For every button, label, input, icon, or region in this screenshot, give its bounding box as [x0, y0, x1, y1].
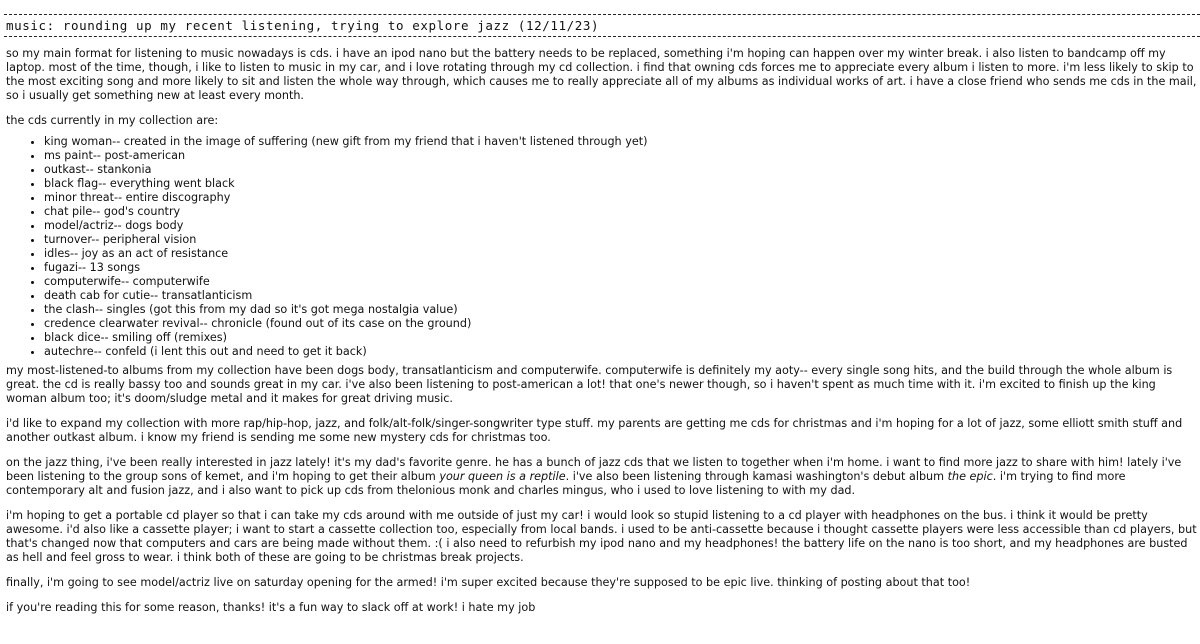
album-title: your queen is a reptile [439, 470, 566, 483]
list-item: • minor threat-- entire discography [44, 191, 1198, 205]
list-item: • credence clearwater revival-- chronicle (found out of its case on the ground) [44, 317, 1198, 331]
finally-paragraph: finally, i'm going to see model/actriz live on saturday opening for the armed! i'm super excited because they're supposed to be epic live. thinking of posting about that too! [6, 576, 971, 589]
collection-heading: the cds currently in my collection are: [6, 114, 219, 127]
cd-collection-list [6, 135, 1198, 359]
intro-paragraph: so my main format for listening to music nowadays is cds. i have an ipod nano but the battery needs to be replaced, something i'm hoping can happen over my winter break. i also listen to bandcamp off my laptop. most of the time, though, i like to listen to music in my car, and i love rotating through my cd collection. i find that owning cds forces me to appreciate every album i listen to more. i'm less likely to skip to the most exciting song and more likely to sit and listen the whole way through, which causes me to really appreciate all of my albums as individual works of art. i have a close friend who sends me cds in the mail, so i usually get something new at least every month. [6, 47, 1197, 102]
list-item: • king woman-- created in the image of suffering (new gift from my friend that i haven't listened through yet) [44, 135, 1198, 149]
post-body [4, 37, 1200, 615]
post-title: music: rounding up my recent listening, trying to explore jazz (12/11/23) [4, 14, 1200, 37]
list-item: • the clash-- singles (got this from my dad so it's got mega nostalgia value) [44, 303, 1198, 317]
list-item: • fugazi-- 13 songs [44, 261, 1198, 275]
list-item: • chat pile-- god's country [44, 205, 1198, 219]
list-item: • black flag-- everything went black [44, 177, 1198, 191]
jazz-text: . i've also been listening through kamasi washington's debut album [565, 470, 948, 483]
list-item: • turnover-- peripheral vision [44, 233, 1198, 247]
jazz-text: . i'm trying to find more contemporary alt and fusion jazz, and i also want to pick up cds from thelonious monk and charles mingus, who i used to love listening to with my dad. [6, 470, 1126, 497]
list-item: • black dice-- smiling off (remixes) [44, 331, 1198, 345]
list-item: • computerwife-- computerwife [44, 275, 1198, 289]
list-item: • outkast-- stankonia [44, 163, 1198, 177]
album-title: the epic [947, 470, 993, 483]
list-item: • idles-- joy as an act of resistance [44, 247, 1198, 261]
expand-paragraph: i'd like to expand my collection with more rap/hip-hop, jazz, and folk/alt-folk/singer-songwriter type stuff. my parents are getting me cds for christmas and i'm hoping for a lot of jazz, some elliott smith stuff and another outkast album. i know my friend is sending me some new mystery cds for christmas too. [6, 417, 1183, 444]
list-item: • autechre-- confeld (i lent this out and need to get it back) [44, 345, 1198, 359]
list-item: • ms paint-- post-american [44, 149, 1198, 163]
closing-paragraph: if you're reading this for some reason, thanks! it's a fun way to slack off at work! i hate my job [6, 601, 536, 614]
blog-post [0, 14, 1200, 615]
jazz-paragraph [6, 456, 1198, 498]
list-item: • death cab for cutie-- transatlanticism [44, 289, 1198, 303]
portable-player-paragraph: i'm hoping to get a portable cd player so that i can take my cds around with me outside of just my car! i would look so stupid listening to a cd player with headphones on the bus. i think it would be pretty awesome. i'd also like a cassette player; i want to start a cassette collection too, especially from local bands. i used to be anti-cassette because i thought cassette players were less accessible than cd players, but that's changed now that computers and cars are being made without them. :( i also need to refurbish my ipod nano and my headphones! the battery life on the nano is too short, and my headphones are busted as hell and feel gross to wear. i think both of these are going to be christmas break projects. [6, 509, 1197, 564]
list-item: • model/actriz-- dogs body [44, 219, 1198, 233]
most-listened-paragraph: my most-listened-to albums from my collection have been dogs body, transatlanticism and computerwife. computerwife is definitely my aoty-- every single song hits, and the build through the whole album is great. the cd is really bassy too and sounds great in my car. i've also been listening to post-american a lot! that one's newer though, so i haven't spent as much time with it. i'm excited to finish up the king woman album too; it's doom/sludge metal and it makes for great driving music. [6, 364, 1173, 405]
jazz-text: on the jazz thing, i've been really interested in jazz lately! it's my dad's favorite genre. he has a bunch of jazz cds that we listen to together when i'm home. i want to find more jazz to share with him! lately i've been listening to the group sons of kemet, and i'm hoping to get their album [6, 456, 1182, 483]
